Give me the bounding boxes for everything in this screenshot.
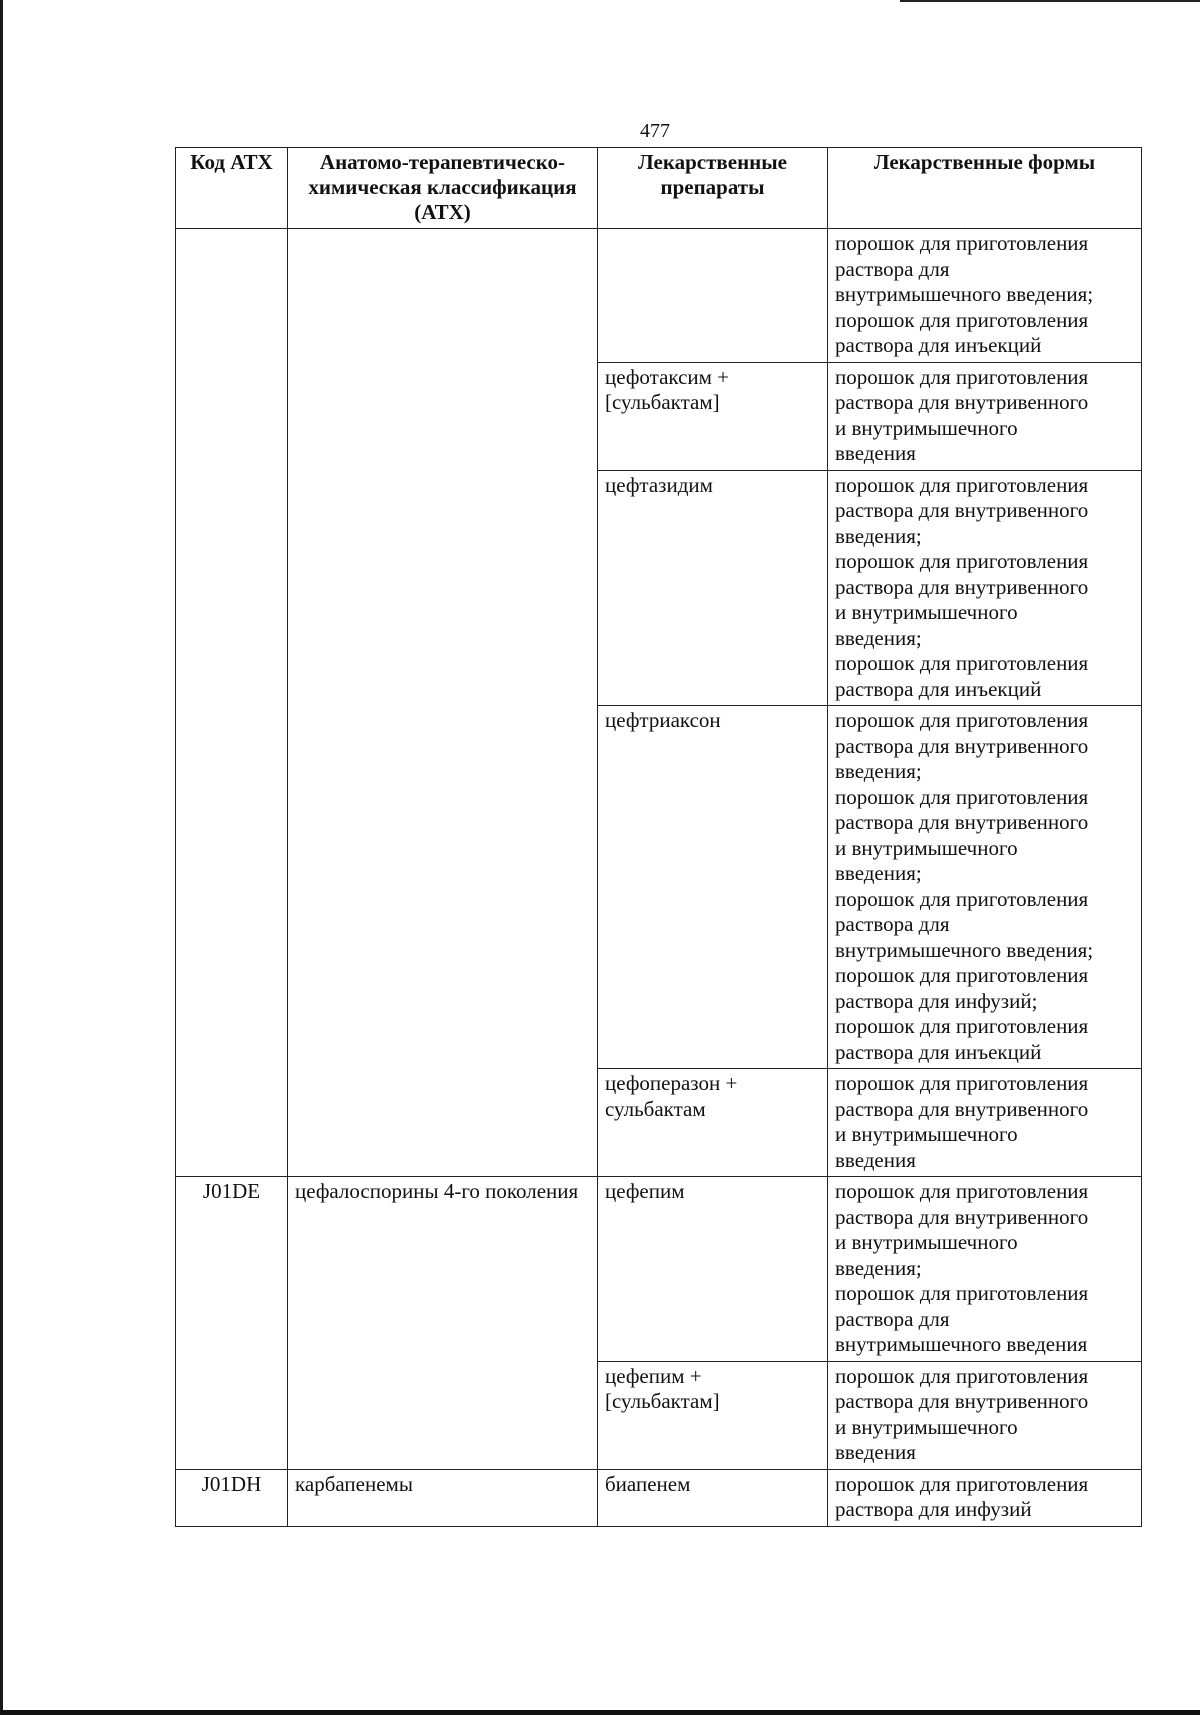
dosage-form-line: раствора для внутривенного — [835, 390, 1089, 414]
dosage-form-line: введения; — [835, 523, 922, 548]
header-classification: Анатомо-терапевтическо-химическая классификация (АТХ) — [288, 148, 598, 229]
table-body — [176, 229, 1142, 1527]
dosage-form-line: раствора для — [835, 1306, 950, 1331]
scan-edge-left — [0, 0, 3, 1715]
dosage-forms-cell — [828, 229, 1142, 363]
dosage-form-line: раствора для инъекций — [835, 1039, 1042, 1064]
dosage-form-line: введения — [835, 1147, 916, 1172]
dosage-form-line: раствора для инфузий — [835, 1497, 1032, 1521]
dosage-form-line: и внутримышечного — [835, 1414, 1018, 1439]
drug-cell: цефотаксим + [сульбактам] — [598, 362, 828, 470]
dosage-form-line: раствора для внутривенного — [835, 1389, 1089, 1413]
page-number: 477 — [640, 120, 670, 142]
drug-cell: цефоперазон + сульбактам — [598, 1069, 828, 1177]
atx-code-cell: J01DH — [176, 1469, 288, 1526]
dosage-form-line: порошок для приготовления — [835, 784, 1089, 809]
atx-table — [175, 147, 1142, 1527]
header-drugs: Лекарственные препараты — [598, 148, 828, 229]
drug-cell: цефепим + [сульбактам] — [598, 1361, 828, 1469]
dosage-forms-cell — [828, 470, 1142, 706]
dosage-form-line: введения; — [835, 1255, 922, 1280]
dosage-form-line: введения; — [835, 625, 922, 650]
dosage-form-line: порошок для приготовления — [835, 886, 1089, 911]
dosage-form-line: раствора для внутривенного — [835, 498, 1089, 522]
dosage-form-line: раствора для — [835, 256, 950, 281]
table-row — [176, 1177, 1142, 1362]
dosage-form-line: порошок для приготовления — [835, 651, 1089, 675]
dosage-form-line: введения; — [835, 759, 922, 783]
dosage-form-line: и внутримышечного — [835, 600, 1018, 624]
dosage-form-line: введения; — [835, 861, 922, 885]
dosage-form-line: введения — [835, 441, 916, 465]
dosage-forms-cell — [828, 1469, 1142, 1526]
dosage-form-line: и внутримышечного — [835, 835, 1018, 860]
dosage-forms-cell — [828, 1069, 1142, 1177]
table-row — [176, 1469, 1142, 1526]
dosage-forms-cell — [828, 706, 1142, 1069]
dosage-form-line: порошок для приготовления — [835, 231, 1089, 255]
dosage-forms-cell — [828, 1361, 1142, 1469]
dosage-form-line: раствора для — [835, 912, 950, 936]
dosage-form-line: внутримышечного введения; — [835, 282, 1094, 306]
dosage-form-line: порошок для приготовления — [835, 1014, 1089, 1038]
table-header — [176, 148, 1142, 229]
dosage-form-line: порошок для приготовления — [835, 1471, 1089, 1496]
atx-classification-cell — [288, 229, 598, 1177]
dosage-form-line: раствора для внутривенного — [835, 1204, 1089, 1229]
dosage-form-line: порошок для приготовления — [835, 1179, 1089, 1203]
dosage-form-line: введения — [835, 1440, 916, 1464]
dosage-form-line: раствора для внутривенного — [835, 1096, 1089, 1121]
dosage-forms-cell — [828, 362, 1142, 470]
atx-classification-cell: карбапенемы — [288, 1469, 598, 1526]
dosage-forms-cell — [828, 1177, 1142, 1362]
dosage-form-line: раствора для внутривенного — [835, 574, 1089, 599]
dosage-form-line: порошок для приготовления — [835, 708, 1089, 732]
dosage-form-line: и внутримышечного — [835, 1230, 1018, 1254]
dosage-form-line: раствора для инъекций — [835, 333, 1042, 357]
dosage-form-line: порошок для приготовления — [835, 307, 1089, 332]
dosage-form-line: порошок для приготовления — [835, 1363, 1089, 1388]
dosage-form-line: и внутримышечного — [835, 415, 1018, 440]
dosage-form-line: внутримышечного введения — [835, 1332, 1088, 1356]
table-row — [176, 229, 1142, 363]
dosage-form-line: раствора для внутривенного — [835, 810, 1089, 834]
atx-code-cell: J01DE — [176, 1177, 288, 1470]
dosage-form-line: порошок для приготовления — [835, 364, 1089, 389]
dosage-form-line: порошок для приготовления — [835, 1281, 1089, 1305]
dosage-form-line: раствора для внутривенного — [835, 733, 1089, 758]
drug-cell: биапенем — [598, 1469, 828, 1526]
dosage-form-line: и внутримышечного — [835, 1122, 1018, 1146]
header-code: Код АТХ — [176, 148, 288, 229]
dosage-form-line: порошок для приготовления — [835, 963, 1089, 987]
header-row — [176, 148, 1142, 229]
dosage-form-line: порошок для приготовления — [835, 472, 1089, 497]
scan-edge-top — [900, 0, 1200, 2]
dosage-form-line: порошок для приготовления — [835, 1071, 1089, 1095]
drug-cell: цефтриаксон — [598, 706, 828, 1069]
drug-cell: цефепим — [598, 1177, 828, 1362]
dosage-form-line: раствора для инъекций — [835, 676, 1042, 701]
scan-edge-bottom — [0, 1710, 1200, 1715]
drug-cell — [598, 229, 828, 363]
dosage-form-line: раствора для инфузий; — [835, 988, 1038, 1013]
atx-classification-cell: цефалоспорины 4-го поколения — [288, 1177, 598, 1470]
atx-code-cell — [176, 229, 288, 1177]
dosage-form-line: внутримышечного введения; — [835, 937, 1094, 962]
dosage-form-line: порошок для приготовления — [835, 549, 1089, 573]
drug-cell: цефтазидим — [598, 470, 828, 706]
header-forms: Лекарственные формы — [828, 148, 1142, 229]
